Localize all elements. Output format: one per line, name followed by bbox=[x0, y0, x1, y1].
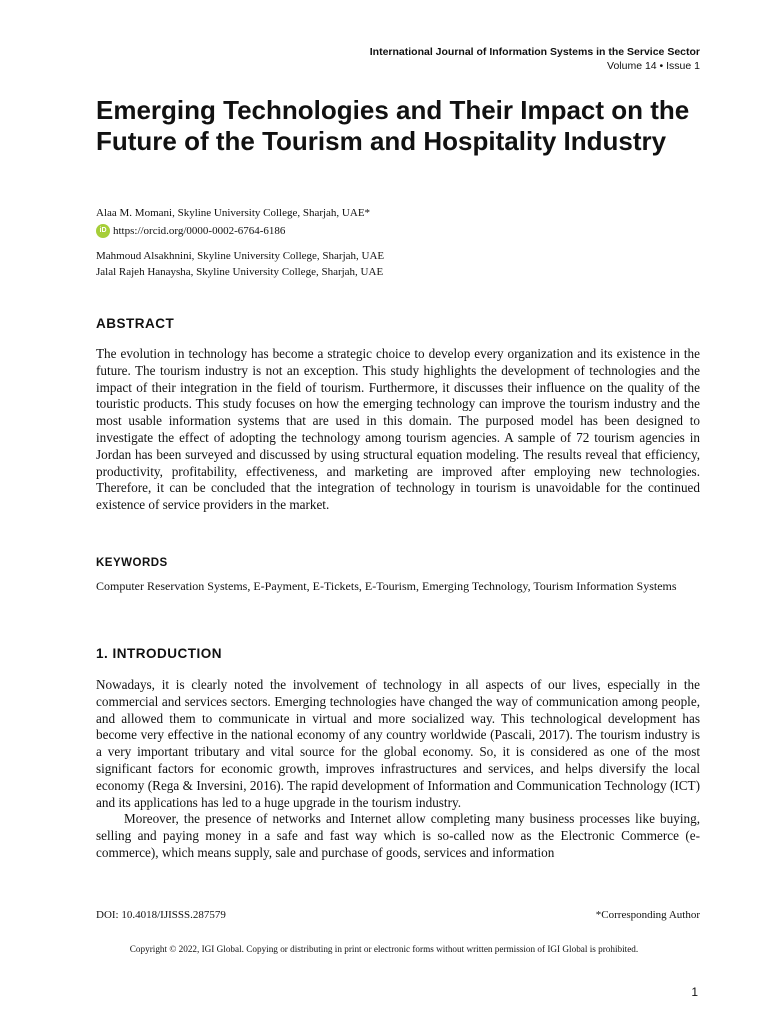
author-2: Mahmoud Alsakhnini, Skyline University College, Sharjah, UAE bbox=[96, 250, 385, 262]
journal-name: International Journal of Information Systems in the Service Sector bbox=[369, 46, 700, 58]
abstract-heading: ABSTRACT bbox=[96, 316, 175, 331]
author-3: Jalal Rajeh Hanaysha, Skyline University College, Sharjah, UAE bbox=[96, 266, 384, 278]
paper-title: Emerging Technologies and Their Impact on the Future of the Tourism and Hospitality Industry bbox=[96, 95, 690, 156]
intro-paragraph-2: Moreover, the presence of networks and Internet allow completing many business processes like buying, selling and paying money in a safe and fast way which is so-called now as the Electronic Commerce (e-commerce), which means supply, sale and purchase of goods, services and information bbox=[96, 811, 700, 860]
introduction-heading: 1. INTRODUCTION bbox=[96, 646, 223, 661]
keywords-text: Computer Reservation Systems, E-Payment, E-Tickets, E-Tourism, Emerging Technology, Tourism Information Systems bbox=[96, 579, 677, 593]
abstract-text: The evolution in technology has become a strategic choice to develop every organization and its existence in the future. The tourism industry is not an exception. This study highlights the development of technologies and the impact of their integration in the field of tourism. Furthermore, it discusses their influence on the quality of the touristic products. This study focuses on how the emerging technology can improve the tourism industry and the most usable information systems that are used in this domain. The purposed model has been designed to investigate the effect of adopting the technology among tourism agencies. A sample of 72 tourism agencies in Jordan has been surveyed and discussed by using structural equation modeling. The results reveal that efficiency, productivity, profitability, effectiveness, and marketing are improved after employing new technologies. Therefore, it can be concluded that the integration of technology in tourism is unavoidable for the continued existence of service providers in the market. bbox=[96, 346, 700, 513]
doi[interactable]: DOI: 10.4018/IJISSS.287579 bbox=[96, 909, 226, 921]
copyright-notice: Copyright © 2022, IGI Global. Copying or distributing in print or electronic forms without written permission of IGI Global is prohibited. bbox=[129, 944, 639, 954]
keywords-heading: KEYWORDS bbox=[96, 557, 168, 569]
introduction-body bbox=[96, 677, 700, 862]
orcid-link[interactable]: https://orcid.org/0000-0002-6764-6186 bbox=[113, 225, 286, 237]
journal-volume: Volume 14 • Issue 1 bbox=[607, 60, 700, 72]
author-block bbox=[96, 205, 696, 280]
orcid-row[interactable] bbox=[96, 221, 696, 241]
page-number: 1 bbox=[691, 985, 698, 999]
journal-header bbox=[370, 45, 700, 73]
footnote-row bbox=[96, 909, 700, 921]
orcid-icon: iD bbox=[96, 224, 110, 238]
intro-paragraph-1: Nowadays, it is clearly noted the involvement of technology in all aspects of our lives, especially in the commercial and services sectors. Emerging technologies have changed the way of communication among people, and allowed them to communicate in virtual and more socialized way. This technological development has become very effective in the national economy of any country worldwide (Pascali, 2017). The tourism industry is a very important tributary and vital source for the global economy. So, it is considered as one of the most significant factors for economic growth, improves infrastructures and services, and helps diversify the local economy (Rega & Inversini, 2016). The rapid development of Information and Communication Technology (ICT) and its applications has led to a huge upgrade in the tourism industry. bbox=[96, 677, 700, 810]
corresponding-author-note: *Corresponding Author bbox=[595, 909, 700, 921]
author-1: Alaa M. Momani, Skyline University College, Sharjah, UAE* bbox=[96, 207, 371, 219]
